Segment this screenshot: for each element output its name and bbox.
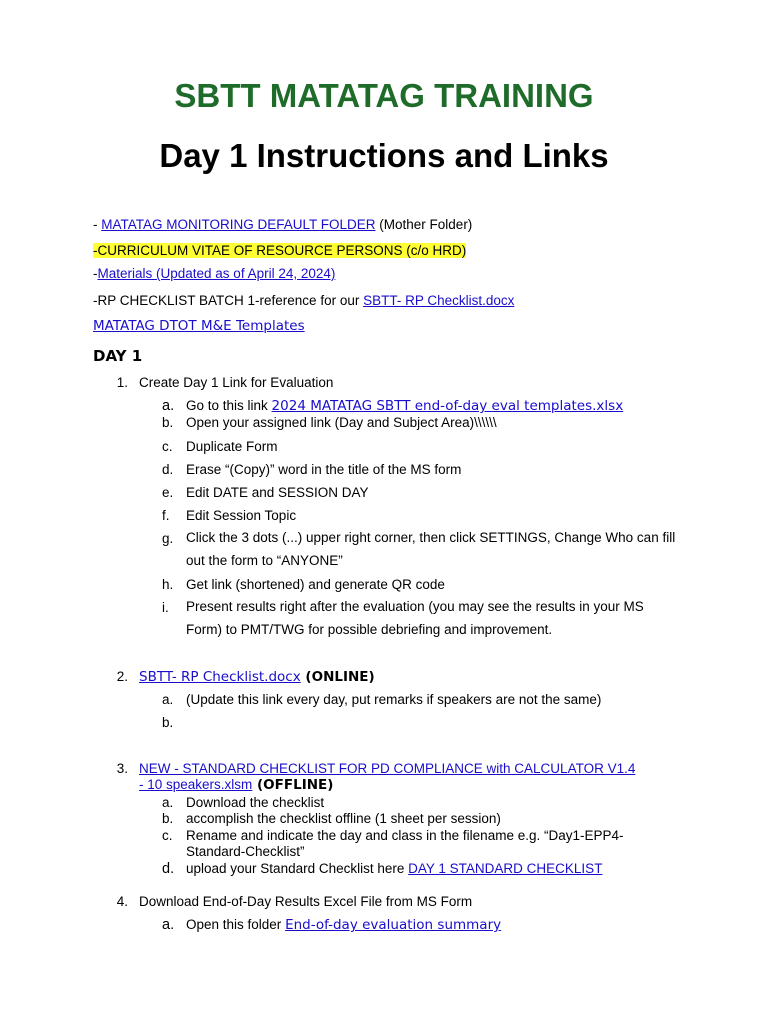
rp-checklist-link[interactable]: SBTT- RP Checklist.docx: [363, 293, 515, 308]
offline-tag: (OFFLINE): [252, 777, 334, 793]
materials-link[interactable]: Materials (Updated as of April 24, 2024): [97, 266, 336, 281]
item-3-number: 3.: [116, 761, 128, 776]
mother-folder-link[interactable]: MATATAG MONITORING DEFAULT FOLDER: [101, 217, 376, 232]
item-3b: accomplish the checklist offline (1 sheet per session): [186, 811, 501, 826]
item-2-number: 2.: [116, 669, 128, 684]
item-1a-letter: a.: [162, 398, 175, 414]
item-3a-letter: a.: [162, 795, 174, 810]
rp-checklist-online-link[interactable]: SBTT- RP Checklist.docx: [139, 669, 301, 685]
item-4-number: 4.: [116, 894, 128, 909]
day-heading: DAY 1: [93, 347, 143, 365]
document-subtitle: Day 1 Instructions and Links: [159, 137, 609, 174]
materials-line: -Materials (Updated as of April 24, 2024): [93, 266, 336, 281]
item-1i: Present results right after the evaluation (you may see the results in your MS Form) to PMT/TWG for possible debriefing and improvement.: [186, 599, 644, 637]
item-2a: (Update this link every day, put remarks if speakers are not the same): [186, 692, 602, 707]
item-1f: Edit Session Topic: [186, 508, 297, 523]
item-3c-letter: c.: [162, 828, 173, 843]
item-2: [139, 668, 375, 686]
item-1e-letter: e.: [162, 485, 174, 500]
cv-resource-persons-line: [93, 242, 466, 260]
item-3d: upload your Standard Checklist here DAY 1 STANDARD CHECKLIST: [186, 861, 603, 876]
item-3d-letter: d.: [162, 861, 175, 877]
mother-folder-line: - MATATAG MONITORING DEFAULT FOLDER (Mother Folder): [93, 217, 473, 232]
item-2b-letter: b.: [162, 715, 174, 730]
item-1f-letter: f.: [162, 508, 170, 523]
item-1-text: Create Day 1 Link for Evaluation: [139, 375, 334, 390]
end-of-day-summary-link[interactable]: End-of-day evaluation summary: [285, 917, 502, 933]
item-1a: Go to this link 2024 MATATAG SBTT end-of-day eval templates.xlsx: [186, 398, 624, 414]
item-3-line2: [139, 776, 333, 794]
item-1-number: 1.: [116, 375, 128, 390]
item-3c: Rename and indicate the day and class in the filename e.g. “Day1-EPP4-Standard-Checklist”: [186, 828, 624, 859]
item-1g: Click the 3 dots (...) upper right corner, then click SETTINGS, Change Who can fill out the form to “ANYONE”: [186, 530, 676, 568]
item-1h-letter: h.: [162, 577, 174, 592]
item-2a-letter: a.: [162, 692, 174, 707]
dtot-templates-line: [93, 317, 305, 335]
item-3b-letter: b.: [162, 811, 174, 826]
standard-checklist-link[interactable]: NEW - STANDARD CHECKLIST FOR PD COMPLIANCE with CALCULATOR V1.4: [139, 761, 636, 776]
item-1i-letter: i.: [162, 600, 169, 615]
rp-checklist-line: -RP CHECKLIST BATCH 1-reference for our SBTT- RP Checklist.docx: [93, 293, 515, 308]
online-tag: (ONLINE): [300, 669, 375, 685]
eval-templates-link[interactable]: 2024 MATATAG SBTT end-of-day eval templates.xlsx: [271, 398, 624, 414]
item-1b-letter: b.: [162, 415, 174, 430]
item-3a: Download the checklist: [186, 795, 325, 810]
standard-checklist-link-cont[interactable]: - 10 speakers.xlsm: [139, 777, 253, 792]
item-4a-letter: a.: [162, 917, 175, 933]
item-4-text: Download End-of-Day Results Excel File from MS Form: [139, 894, 473, 909]
cv-highlight-text: -CURRICULUM VITAE OF RESOURCE PERSONS (c/o HRD): [93, 243, 467, 258]
day1-standard-checklist-link[interactable]: DAY 1 STANDARD CHECKLIST: [408, 861, 603, 876]
item-1g-letter: g.: [162, 531, 174, 546]
document-title: SBTT MATATAG TRAINING: [174, 77, 594, 114]
item-1b: Open your assigned link (Day and Subject Area)\\\\\\: [186, 415, 497, 430]
item-1d-letter: d.: [162, 462, 174, 477]
dtot-templates-link[interactable]: MATATAG DTOT M&E Templates: [93, 318, 305, 334]
item-1c: Duplicate Form: [186, 439, 278, 454]
item-1d: Erase “(Copy)” word in the title of the MS form: [186, 462, 462, 477]
item-1h: Get link (shortened) and generate QR code: [186, 577, 445, 592]
item-1c-letter: c.: [162, 439, 173, 454]
item-4a: Open this folder End-of-day evaluation summary: [186, 917, 502, 933]
item-1e: Edit DATE and SESSION DAY: [186, 485, 369, 500]
